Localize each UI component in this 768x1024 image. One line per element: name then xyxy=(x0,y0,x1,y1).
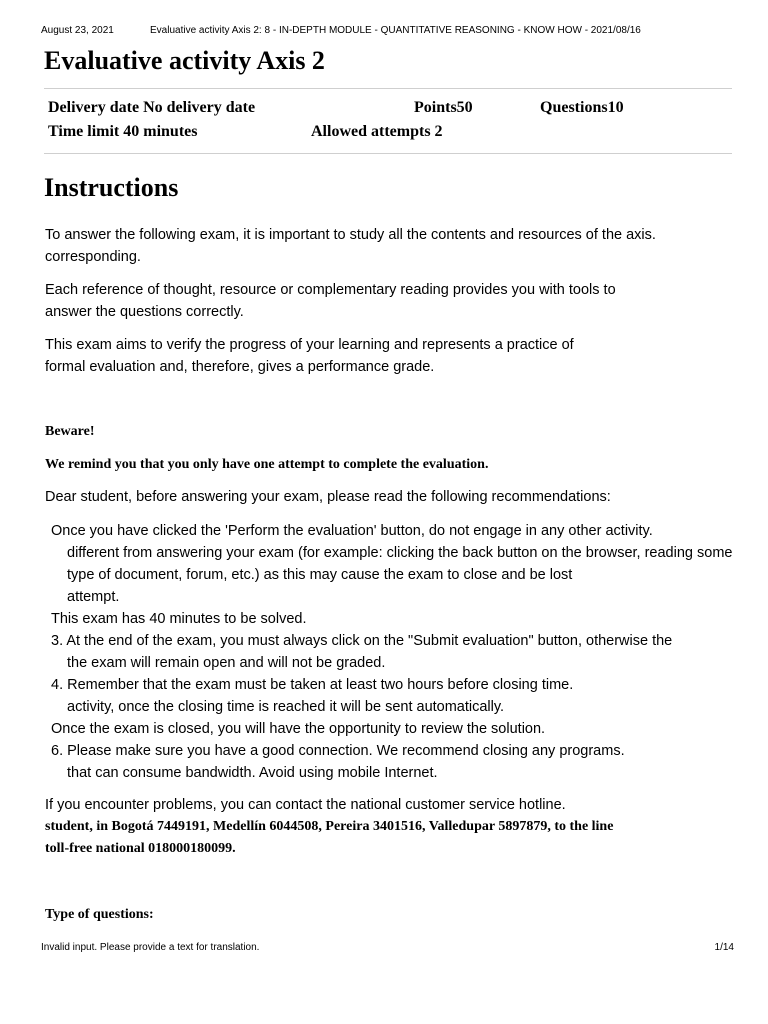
print-doc-title: Evaluative activity Axis 2: 8 - IN-DEPTH MODULE - QUANTITATIVE REASONING - KNOW HOW - 2021/08/16 xyxy=(150,25,641,36)
beware-label: Beware! xyxy=(45,424,95,439)
time-limit: Time limit 40 minutes xyxy=(48,123,198,140)
list-item-continuation: the exam will remain open and will not be graded. xyxy=(67,655,386,671)
footer-left-text: Invalid input. Please provide a text for translation. xyxy=(41,942,260,953)
list-item: This exam has 40 minutes to be solved. xyxy=(51,611,307,627)
list-item-continuation: that can consume bandwidth. Avoid using mobile Internet. xyxy=(67,765,438,781)
paragraph xyxy=(45,334,574,378)
list-item: 3. At the end of the exam, you must always click on the "Submit evaluation" button, otherwise the xyxy=(51,633,673,649)
paragraph-line: This exam aims to verify the progress of your learning and represents a practice of xyxy=(45,337,574,353)
list-item: Once the exam is closed, you will have the opportunity to review the solution. xyxy=(51,721,546,737)
list-item-continuation: different from answering your exam (for example: clicking the back button on the browser, reading some xyxy=(67,545,733,561)
list-item-continuation: activity, once the closing time is reached it will be sent automatically. xyxy=(67,699,505,715)
list-item-continuation: attempt. xyxy=(67,589,120,605)
paragraph xyxy=(45,279,616,323)
allowed-attempts: Allowed attempts 2 xyxy=(311,123,443,140)
page-title: Evaluative activity Axis 2 xyxy=(44,46,325,75)
page-header xyxy=(41,25,641,36)
list-item: Once you have clicked the 'Perform the evaluation' button, do not engage in any other activity. xyxy=(51,523,653,539)
paragraph-line: answer the questions correctly. xyxy=(45,304,244,320)
print-date: August 23, 2021 xyxy=(41,25,114,36)
list-item-continuation: type of document, forum, etc.) as this may cause the exam to close and be lost xyxy=(67,567,573,583)
points: Points50 xyxy=(414,99,473,116)
delivery-date: Delivery date No delivery date xyxy=(48,99,256,116)
paragraph-line: Each reference of thought, resource or complementary reading provides you with tools to xyxy=(45,282,616,298)
list-item: 4. Remember that the exam must be taken at least two hours before closing time. xyxy=(51,677,574,693)
contact-line: toll-free national 018000180099. xyxy=(45,841,236,856)
paragraph-line: formal evaluation and, therefore, gives a performance grade. xyxy=(45,359,435,375)
questions-count: Questions10 xyxy=(540,99,624,116)
contact-line: student, in Bogotá 7449191, Medellín 6044508, Pereira 3401516, Valledupar 5897879, to the line xyxy=(45,819,614,834)
dear-student-text: Dear student, before answering your exam, please read the following recommendations: xyxy=(45,489,611,505)
paragraph-line: corresponding. xyxy=(45,249,141,265)
page-number: 1/14 xyxy=(714,942,734,953)
list-item: 6. Please make sure you have a good connection. We recommend closing any programs. xyxy=(51,743,625,759)
paragraph-line: To answer the following exam, it is important to study all the contents and resources of the axis. xyxy=(45,227,656,243)
top-divider xyxy=(44,88,732,89)
instructions-heading: Instructions xyxy=(44,173,179,202)
meta-divider xyxy=(44,153,732,154)
type-of-questions-heading: Type of questions: xyxy=(45,907,154,922)
problems-text: If you encounter problems, you can contact the national customer service hotline. xyxy=(45,797,566,813)
paragraph xyxy=(45,224,656,268)
one-attempt-notice: We remind you that you only have one attempt to complete the evaluation. xyxy=(45,457,489,472)
